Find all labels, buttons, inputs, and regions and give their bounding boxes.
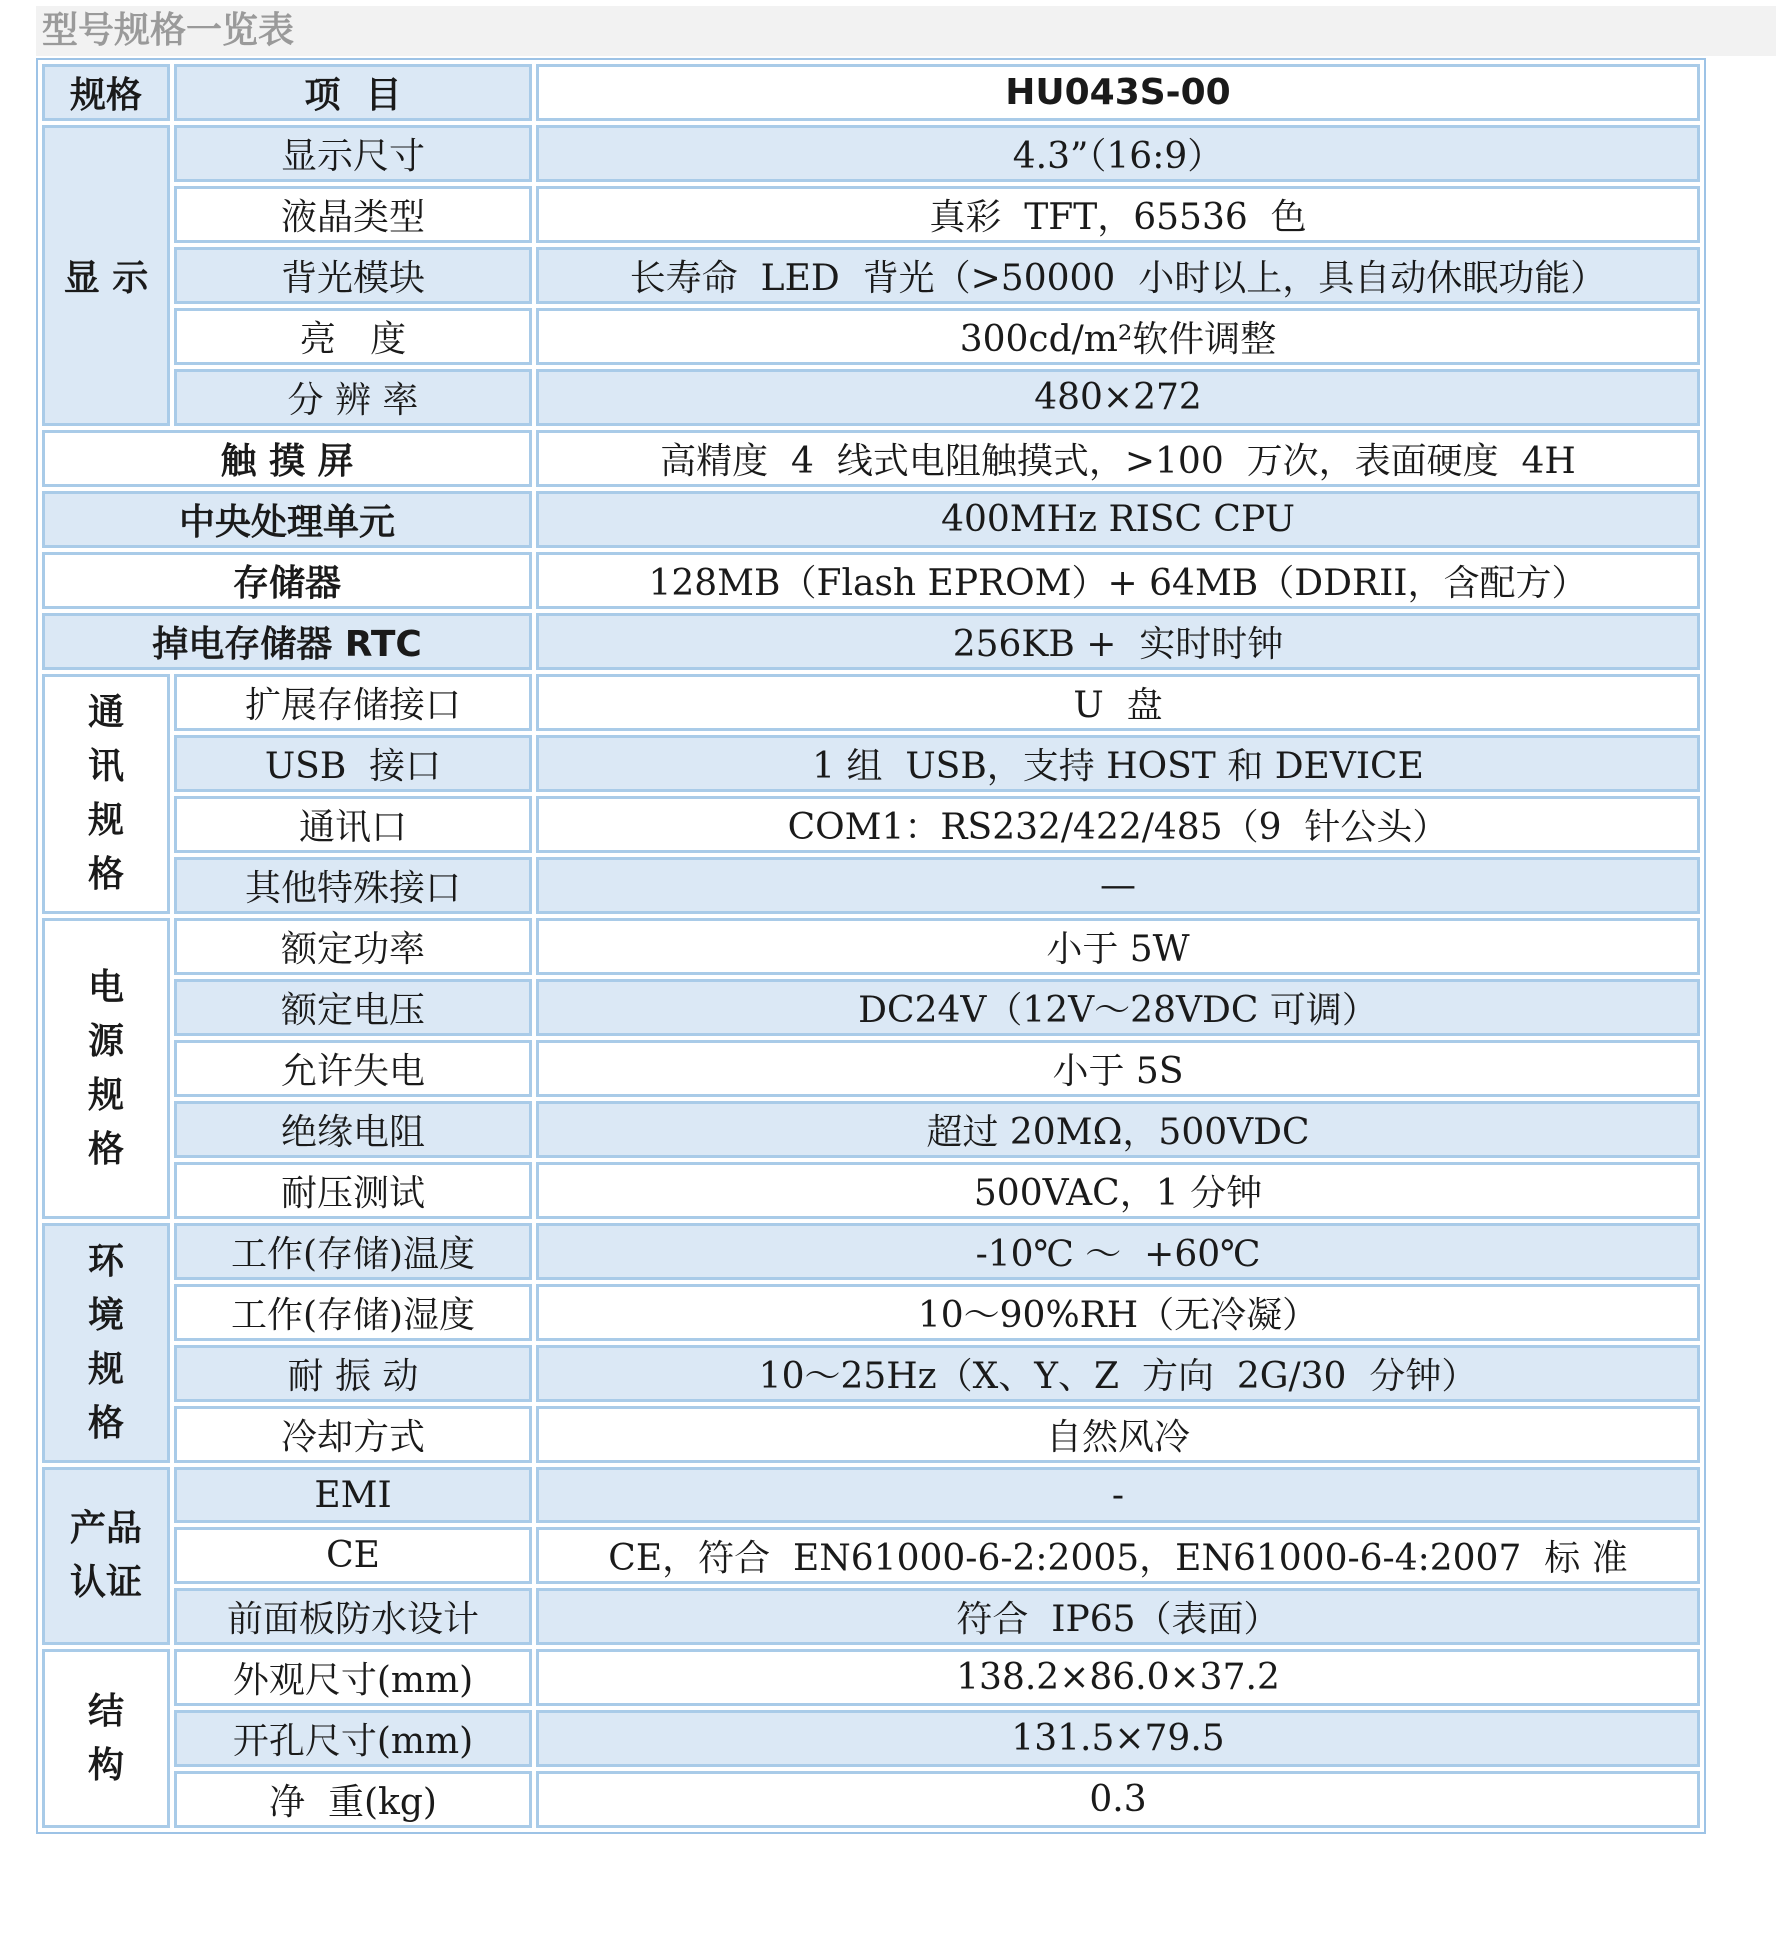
row-value: 0.3 (536, 1771, 1700, 1828)
table-row (42, 1162, 1700, 1219)
row-item: 耐压测试 (174, 1162, 532, 1219)
row-item: 分 辨 率 (174, 369, 532, 426)
cpu-label: 中央处理单元 (42, 491, 532, 548)
row-value: 长寿命 LED 背光（>50000 小时以上，具自动休眠功能） (536, 247, 1700, 304)
group-label-char: 格 (87, 1403, 124, 1444)
row-item: EMI (174, 1467, 532, 1523)
row-value: - (536, 1467, 1700, 1523)
rtc-label: 掉电存储器 RTC (42, 613, 532, 670)
row-value: 10～25Hz（X、Y、Z 方向 2G/30 分钟） (536, 1345, 1700, 1402)
row-value: U 盘 (536, 674, 1700, 731)
row-value: 1 组 USB，支持 HOST 和 DEVICE (536, 735, 1700, 792)
group-cert (42, 1467, 170, 1645)
row-item: 外观尺寸(mm) (174, 1649, 532, 1706)
table-row (42, 1527, 1700, 1584)
table-row (42, 918, 1700, 975)
group-env (42, 1223, 170, 1463)
row-item: USB 接口 (174, 735, 532, 792)
row-value: 300cd/m²软件调整 (536, 308, 1700, 365)
table-row (42, 1588, 1700, 1645)
row-item: 通讯口 (174, 796, 532, 853)
header-item: 项 目 (174, 64, 532, 121)
row-value: 500VAC，1 分钟 (536, 1162, 1700, 1219)
row-value: 超过 20MΩ，500VDC (536, 1101, 1700, 1158)
group-label-char: 讯 (87, 746, 124, 787)
row-value: DC24V（12V～28VDC 可调） (536, 979, 1700, 1036)
table-row (42, 1771, 1700, 1828)
group-label-char: 结 (87, 1690, 124, 1732)
cpu-value: 400MHz RISC CPU (536, 491, 1700, 548)
row-value: — (536, 857, 1700, 914)
group-structure (42, 1649, 170, 1828)
table-row (42, 796, 1700, 853)
row-item: 显示尺寸 (174, 125, 532, 182)
page-title: 型号规格一览表 (42, 10, 295, 51)
table-row (42, 247, 1700, 304)
row-item: 允许失电 (174, 1040, 532, 1097)
header-spec: 规格 (42, 64, 170, 121)
table-row (42, 1467, 1700, 1523)
title-bar (36, 6, 1776, 56)
group-label-char: 通 (87, 692, 124, 733)
row-value: 4.3”（16:9） (536, 125, 1700, 182)
group-label-char: 规 (87, 800, 124, 841)
row-item: 背光模块 (174, 247, 532, 304)
table-row (42, 1710, 1700, 1767)
row-value: COM1：RS232/422/485（9 针公头） (536, 796, 1700, 853)
table-row (42, 1101, 1700, 1158)
storage-value: 128MB（Flash EPROM）+ 64MB（DDRII，含配方） (536, 552, 1700, 609)
row-item: 工作(存储)温度 (174, 1223, 532, 1280)
row-item: CE (174, 1527, 532, 1584)
group-comm (42, 674, 170, 914)
table-row (42, 1649, 1700, 1706)
touch-label: 触 摸 屏 (42, 430, 532, 487)
row-item: 其他特殊接口 (174, 857, 532, 914)
row-value: 10～90%RH（无冷凝） (536, 1284, 1700, 1341)
table-row (42, 1345, 1700, 1402)
group-label-char: 格 (87, 1128, 124, 1170)
group-label-char: 认证 (69, 1562, 142, 1603)
row-item: 净 重(kg) (174, 1771, 532, 1828)
row-item: 开孔尺寸(mm) (174, 1710, 532, 1767)
row-item: 工作(存储)湿度 (174, 1284, 532, 1341)
row-item: 冷却方式 (174, 1406, 532, 1463)
group-label-char: 产品 (69, 1508, 142, 1549)
table-header-row (42, 64, 1700, 121)
storage-label: 存储器 (42, 552, 532, 609)
row-item: 液晶类型 (174, 186, 532, 243)
rtc-value: 256KB + 实时时钟 (536, 613, 1700, 670)
table-row (42, 125, 1700, 182)
group-display: 显 示 (42, 125, 170, 426)
table-row (42, 369, 1700, 426)
header-model: HU043S-00 (536, 64, 1700, 121)
row-value: 小于 5W (536, 918, 1700, 975)
row-value: 真彩 TFT，65536 色 (536, 186, 1700, 243)
row-value: CE，符合 EN61000-6-2:2005，EN61000-6-4:2007 标 准 (536, 1527, 1700, 1584)
touch-value: 高精度 4 线式电阻触摸式，>100 万次，表面硬度 4H (536, 430, 1700, 487)
table-row (42, 491, 1700, 548)
row-item: 前面板防水设计 (174, 1588, 532, 1645)
table-row (42, 613, 1700, 670)
row-item: 扩展存储接口 (174, 674, 532, 731)
group-label-char: 境 (87, 1295, 124, 1336)
row-value: 小于 5S (536, 1040, 1700, 1097)
row-value: 自然风冷 (536, 1406, 1700, 1463)
table-row (42, 735, 1700, 792)
group-label-char: 源 (87, 1020, 124, 1062)
table-row (42, 552, 1700, 609)
row-value: 138.2×86.0×37.2 (536, 1649, 1700, 1706)
group-label-char: 规 (87, 1074, 124, 1116)
table-row (42, 1040, 1700, 1097)
table-row (42, 674, 1700, 731)
table-row (42, 857, 1700, 914)
row-value: 符合 IP65（表面） (536, 1588, 1700, 1645)
row-value: -10℃ ～ +60℃ (536, 1223, 1700, 1280)
group-power (42, 918, 170, 1219)
table-row (42, 979, 1700, 1036)
table-row (42, 1223, 1700, 1280)
table-row (42, 1406, 1700, 1463)
group-label-char: 构 (87, 1744, 124, 1786)
row-item: 绝缘电阻 (174, 1101, 532, 1158)
group-label-char: 环 (87, 1241, 124, 1282)
row-item: 额定功率 (174, 918, 532, 975)
row-value: 480×272 (536, 369, 1700, 426)
table-row (42, 430, 1700, 487)
group-label-char: 规 (87, 1349, 124, 1390)
row-value: 131.5×79.5 (536, 1710, 1700, 1767)
row-item: 亮 度 (174, 308, 532, 365)
table-row (42, 1284, 1700, 1341)
row-item: 额定电压 (174, 979, 532, 1036)
group-label-char: 电 (87, 966, 124, 1008)
table-row (42, 308, 1700, 365)
spec-table (36, 58, 1706, 1834)
group-label-char: 格 (87, 854, 124, 895)
table-row (42, 186, 1700, 243)
row-item: 耐 振 动 (174, 1345, 532, 1402)
